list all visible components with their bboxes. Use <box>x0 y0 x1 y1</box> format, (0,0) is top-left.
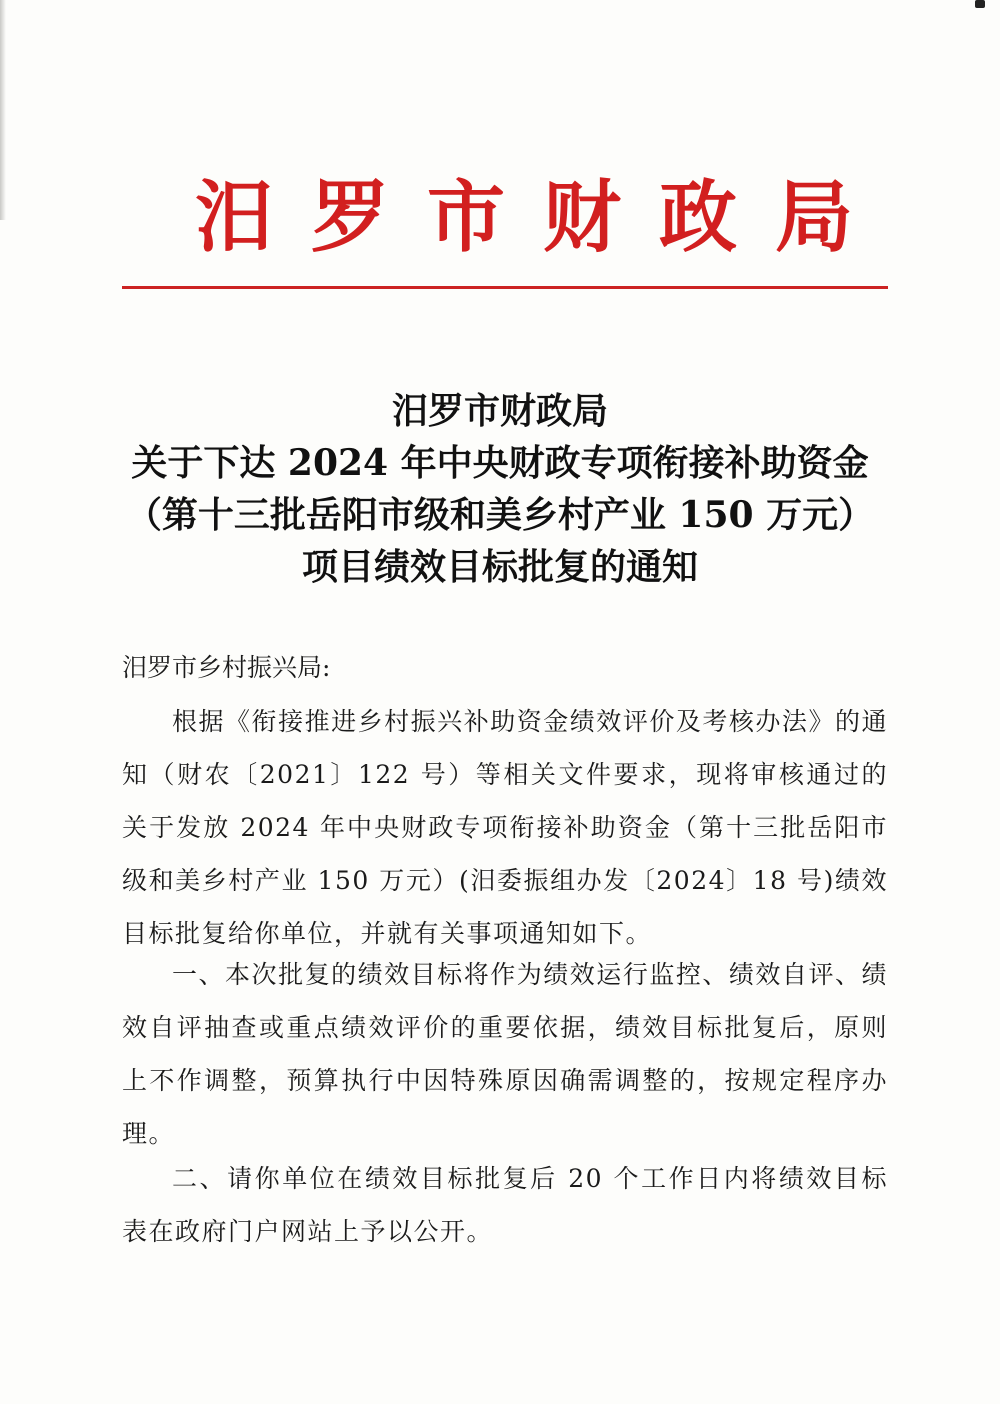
scan-mark <box>975 0 985 8</box>
body-paragraph-1: 根据《衔接推进乡村振兴补助资金绩效评价及考核办法》的通知（财农〔2021〕122 号）等相关文件要求，现将审核通过的关于发放 2024 年中央财政专项衔接补助资金（第十三批岳阳市级和美乡村产业 150 万元）(汨委振组办发〔2024〕18 号)绩效目标批复给你单位，并就有关事项通知如下。 <box>122 707 888 948</box>
title-line-3: （第十三批岳阳市级和美乡村产业 150 万元） <box>125 494 875 536</box>
title-line-4: 项目绩效目标批复的通知 <box>301 546 698 588</box>
body-paragraph-3: 二、请你单位在绩效目标批复后 20 个工作日内将绩效目标表在政府门户网站上予以公开。 <box>122 1164 888 1246</box>
addressee: 汨罗市乡村振兴局: <box>122 653 331 682</box>
document-title <box>60 385 940 593</box>
title-line-1: 汨罗市财政局 <box>391 390 608 432</box>
letterhead-title: 汨罗市财政局 <box>194 172 891 263</box>
body-paragraph-2: 一、本次批复的绩效目标将作为绩效运行监控、绩效自评、绩效自评抽查或重点绩效评价的重要依据，绩效目标批复后，原则上不作调整，预算执行中因特殊原因确需调整的，按规定程序办理。 <box>122 960 888 1148</box>
title-line-2: 关于下达 2024 年中央财政专项衔接补助资金 <box>131 442 869 484</box>
scan-edge-shadow <box>0 0 6 220</box>
letterhead-rule <box>122 286 888 289</box>
